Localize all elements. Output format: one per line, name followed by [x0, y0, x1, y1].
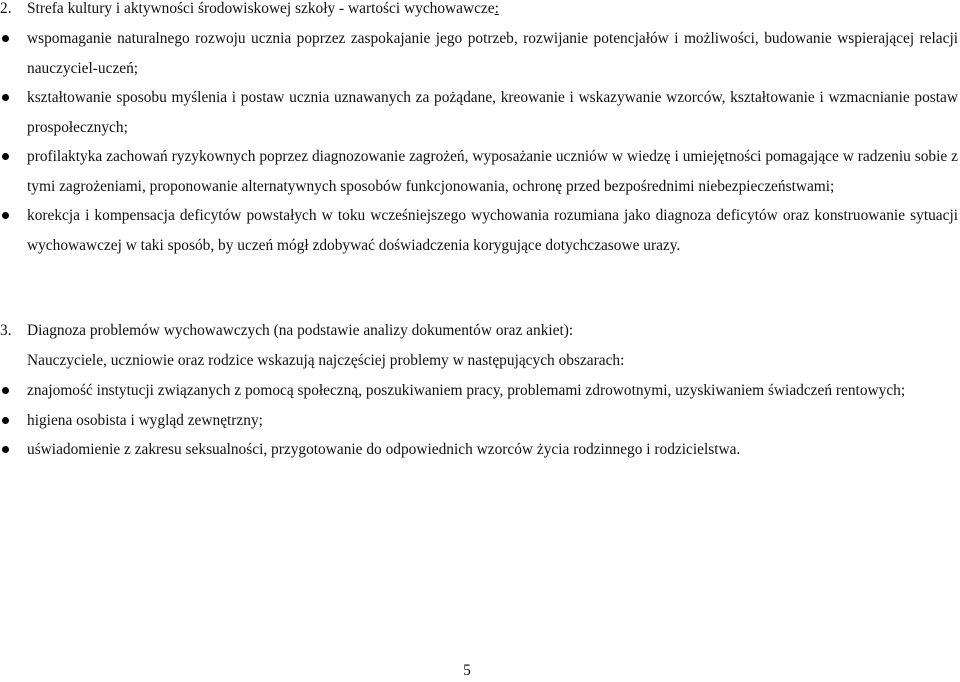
bullet-icon: [2, 387, 9, 394]
list-item: [0, 201, 958, 260]
intro-paragraph: Nauczyciele, uczniowie oraz rodzice wskazują najczęściej problemy w następujących obszarach:: [27, 352, 625, 369]
bullet-icon: [2, 35, 9, 42]
list-item-text: znajomość instytucji związanych z pomocą społeczną, poszukiwaniem pracy, problemami zdrowotnymi, uzyskiwaniem świadczeń rentowych;: [27, 382, 906, 399]
section-2-number: 2.: [0, 0, 12, 17]
list-item: [0, 142, 958, 201]
list-item: [0, 435, 958, 465]
section-2-title: Strefa kultury i aktywności środowiskowej szkoły - wartości wychowawcze: [27, 0, 495, 17]
list-item-text: kształtowanie sposobu myślenia i postaw ucznia uznawanych za pożądane, kreowanie i wskazywanie wzorców, kształtowanie i wzmacnianie postaw prospołecznych;: [27, 89, 958, 136]
bullet-icon: [2, 212, 9, 219]
list-item-text: korekcja i kompensacja deficytów powstałych w toku wcześniejszego wychowania rozumiana jako diagnoza deficytów oraz konstruowanie sytuacji wychowawczej w taki sposób, by uczeń mógł zdobywać doświadczenia korygujące dotychczasowe urazy.: [27, 207, 958, 254]
list-item: [0, 406, 958, 436]
section-2-colon: :: [494, 0, 499, 17]
list-item: [0, 376, 958, 406]
section-2-heading: [0, 0, 499, 24]
list-item-text: wspomaganie naturalnego rozwoju ucznia poprzez zaspokajanie jego potrzeb, rozwijanie potencjałów i możliwości, budowanie wspierającej relacji nauczyciel-uczeń;: [27, 30, 958, 77]
list-item-text: uświadomienie z zakresu seksualności, przygotowanie do odpowiednich wzorców życia rodzinnego i rodzicielstwa.: [27, 441, 741, 458]
section-3-number: 3.: [0, 322, 12, 339]
list-item: [0, 24, 958, 83]
bullet-icon: [2, 446, 9, 453]
section-3-heading: [0, 316, 573, 346]
bullet-icon: [2, 153, 9, 160]
bullet-icon: [2, 94, 9, 101]
list-item-text: higiena osobista i wygląd zewnętrzny;: [27, 411, 263, 429]
section-3-title: Diagnoza problemów wychowawczych (na podstawie analizy dokumentów oraz ankiet):: [27, 322, 574, 339]
bullet-icon: [2, 417, 9, 424]
problems-list: [0, 376, 958, 465]
list-item: [0, 83, 958, 142]
values-list: [0, 24, 958, 260]
page-number: 5: [463, 662, 471, 679]
list-item-text: profilaktyka zachowań ryzykownych poprzez diagnozowanie zagrożeń, wyposażanie uczniów w wiedzę i umiejętności pomagające w radzeniu sobie z tymi zagrożeniami, proponowanie alternatywnych sposobów funkcjonowania, ochronę przed bezpośrednimi niebezpieczeństwami;: [27, 148, 958, 195]
